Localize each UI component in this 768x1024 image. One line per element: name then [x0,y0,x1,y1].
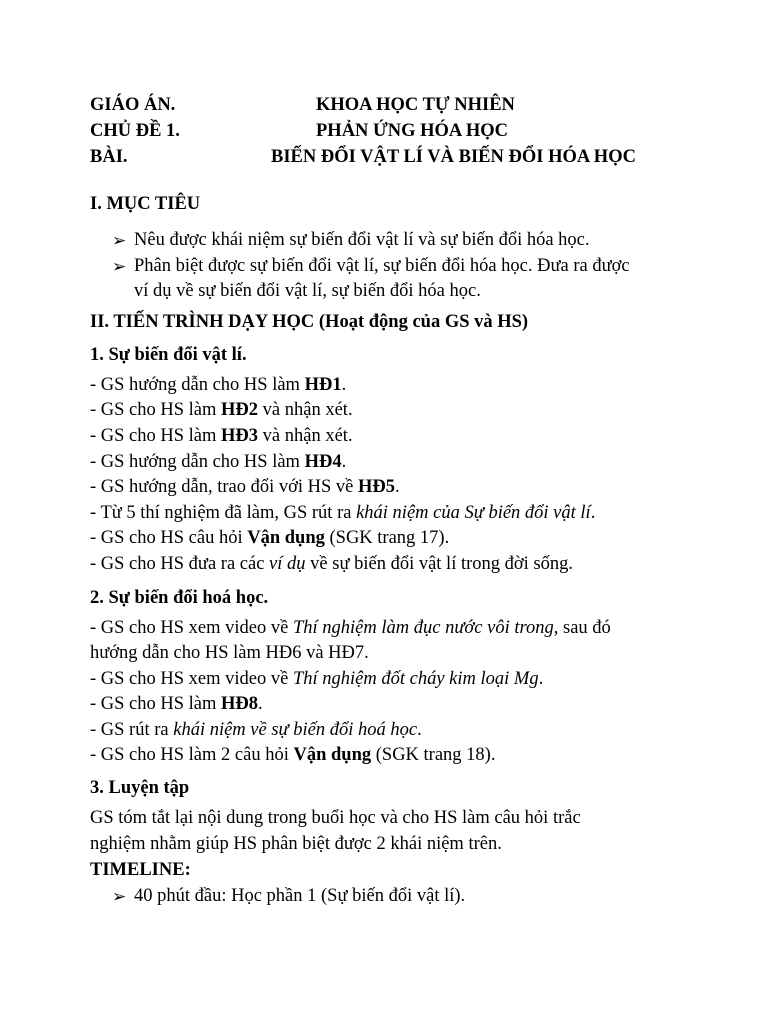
header-topic: PHẢN ỨNG HÓA HỌC [316,121,509,141]
activity-text-fragment: - GS hướng dẫn cho HS làm [90,452,305,472]
bullet-arrow-icon: ➢ [112,257,127,276]
activity-text-fragment: Vận dụng [293,745,372,765]
activity-text-fragment: Vận dụng [247,528,325,548]
activity-text-fragment: - GS cho HS làm [90,426,222,446]
activity-line [90,746,495,765]
activity-text-fragment: ví dụ [269,554,306,574]
section-heading-process: II. TIẾN TRÌNH DẠY HỌC (Hoạt động của GS và HS) [90,312,529,332]
activity-text-fragment: - GS cho HS xem video về [90,618,293,638]
activity-line-continued: hướng dẫn cho HS làm HĐ6 và HĐ7. [90,643,369,663]
activity-text-fragment: , sau đó [553,618,611,638]
activity-line [90,376,346,395]
activity-text-fragment: (SGK trang 18). [371,745,496,765]
activity-text-fragment: . [258,694,263,714]
activity-text-fragment: - GS hướng dẫn, trao đổi với HS về [90,477,359,497]
activity-text-fragment: . [590,503,596,523]
activity-line [90,401,353,420]
activity-text-fragment: về sự biến đổi vật lí trong đời sống. [305,554,574,574]
activity-text-fragment: - GS cho HS làm [90,400,222,420]
part-heading-chemical: 2. Sự biến đổi hoá học. [90,588,269,608]
activity-text-fragment: và nhận xét. [258,400,353,420]
timeline-heading: TIMELINE: [90,860,191,880]
activity-text-fragment: HĐ4 [304,452,342,472]
activity-line [90,529,449,548]
activity-line [90,453,346,472]
activity-line [90,504,595,523]
header-label-bai: BÀI. [90,147,128,167]
activity-text-fragment: . [341,452,347,472]
activity-line [90,555,573,574]
activity-text-fragment: Thí nghiệm làm đục nước vôi trong [292,618,554,638]
activity-line [90,695,263,714]
activity-text-fragment: khái niệm về sự biến đổi hoá học [173,720,418,740]
activity-text-fragment: . [395,477,400,497]
activity-text-fragment: - GS cho HS đưa ra các [90,554,270,574]
activity-text-fragment: - GS cho HS làm [90,694,222,714]
practice-paragraph-continued: nghiệm nhằm giúp HS phân biệt được 2 khái niệm trên. [90,834,502,854]
activity-text-fragment: . [538,669,544,689]
bullet-arrow-icon: ➢ [112,887,127,906]
header-subject: KHOA HỌC TỰ NHIÊN [316,95,515,115]
activity-text-fragment: HĐ8 [221,694,259,714]
activity-text-fragment: HĐ3 [221,426,259,446]
activity-text-fragment: (SGK trang 17). [324,528,450,548]
objective-item: Nêu được khái niệm sự biến đổi vật lí và sự biến đổi hóa học. [134,230,590,250]
activity-text-fragment: - GS cho HS câu hỏi [90,528,248,548]
activity-text-fragment: HĐ2 [221,400,259,420]
timeline-item: 40 phút đầu: Học phần 1 (Sự biến đổi vật lí). [134,886,466,906]
activity-text-fragment: - GS cho HS xem video về [90,669,293,689]
activity-text-fragment: . [341,375,347,395]
activity-text-fragment: khái niệm của Sự biến đổi vật lí [356,503,591,523]
header-lesson-title: BIẾN ĐỔI VẬT LÍ VÀ BIẾN ĐỔI HÓA HỌC [271,147,636,167]
activity-text-fragment: - Từ 5 thí nghiệm đã làm, GS rút ra [90,503,357,523]
objective-item-continued: ví dụ về sự biến đổi vật lí, sự biến đổi hóa học. [134,281,481,301]
bullet-arrow-icon: ➢ [112,231,127,250]
activity-text-fragment: HĐ5 [358,477,396,497]
activity-text-fragment: - GS cho HS làm 2 câu hỏi [90,745,294,765]
activity-text-fragment: - GS hướng dẫn cho HS làm [90,375,305,395]
activity-line [90,478,400,497]
part-heading-practice: 3. Luyện tập [90,778,190,798]
activity-text-fragment: Thí nghiệm đốt cháy kim loại Mg [292,669,539,689]
header-label-giao-an: GIÁO ÁN. [90,95,176,115]
activity-line [90,721,422,740]
objective-item: Phân biệt được sự biến đổi vật lí, sự biến đổi hóa học. Đưa ra được [134,256,630,276]
activity-text-fragment: và nhận xét. [258,426,353,446]
activity-line [90,670,543,689]
part-heading-physical: 1. Sự biến đổi vật lí. [90,345,247,365]
activity-text-fragment: . [417,720,422,740]
activity-line [90,427,353,446]
header-label-chu-de: CHỦ ĐỀ 1. [90,121,180,141]
activity-text-fragment: - GS rút ra [90,720,174,740]
section-heading-objectives: I. MỤC TIÊU [90,194,201,214]
activity-text-fragment: HĐ1 [304,375,342,395]
activity-line [90,619,611,638]
practice-paragraph: GS tóm tắt lại nội dung trong buổi học và cho HS làm câu hỏi trắc [90,808,581,828]
